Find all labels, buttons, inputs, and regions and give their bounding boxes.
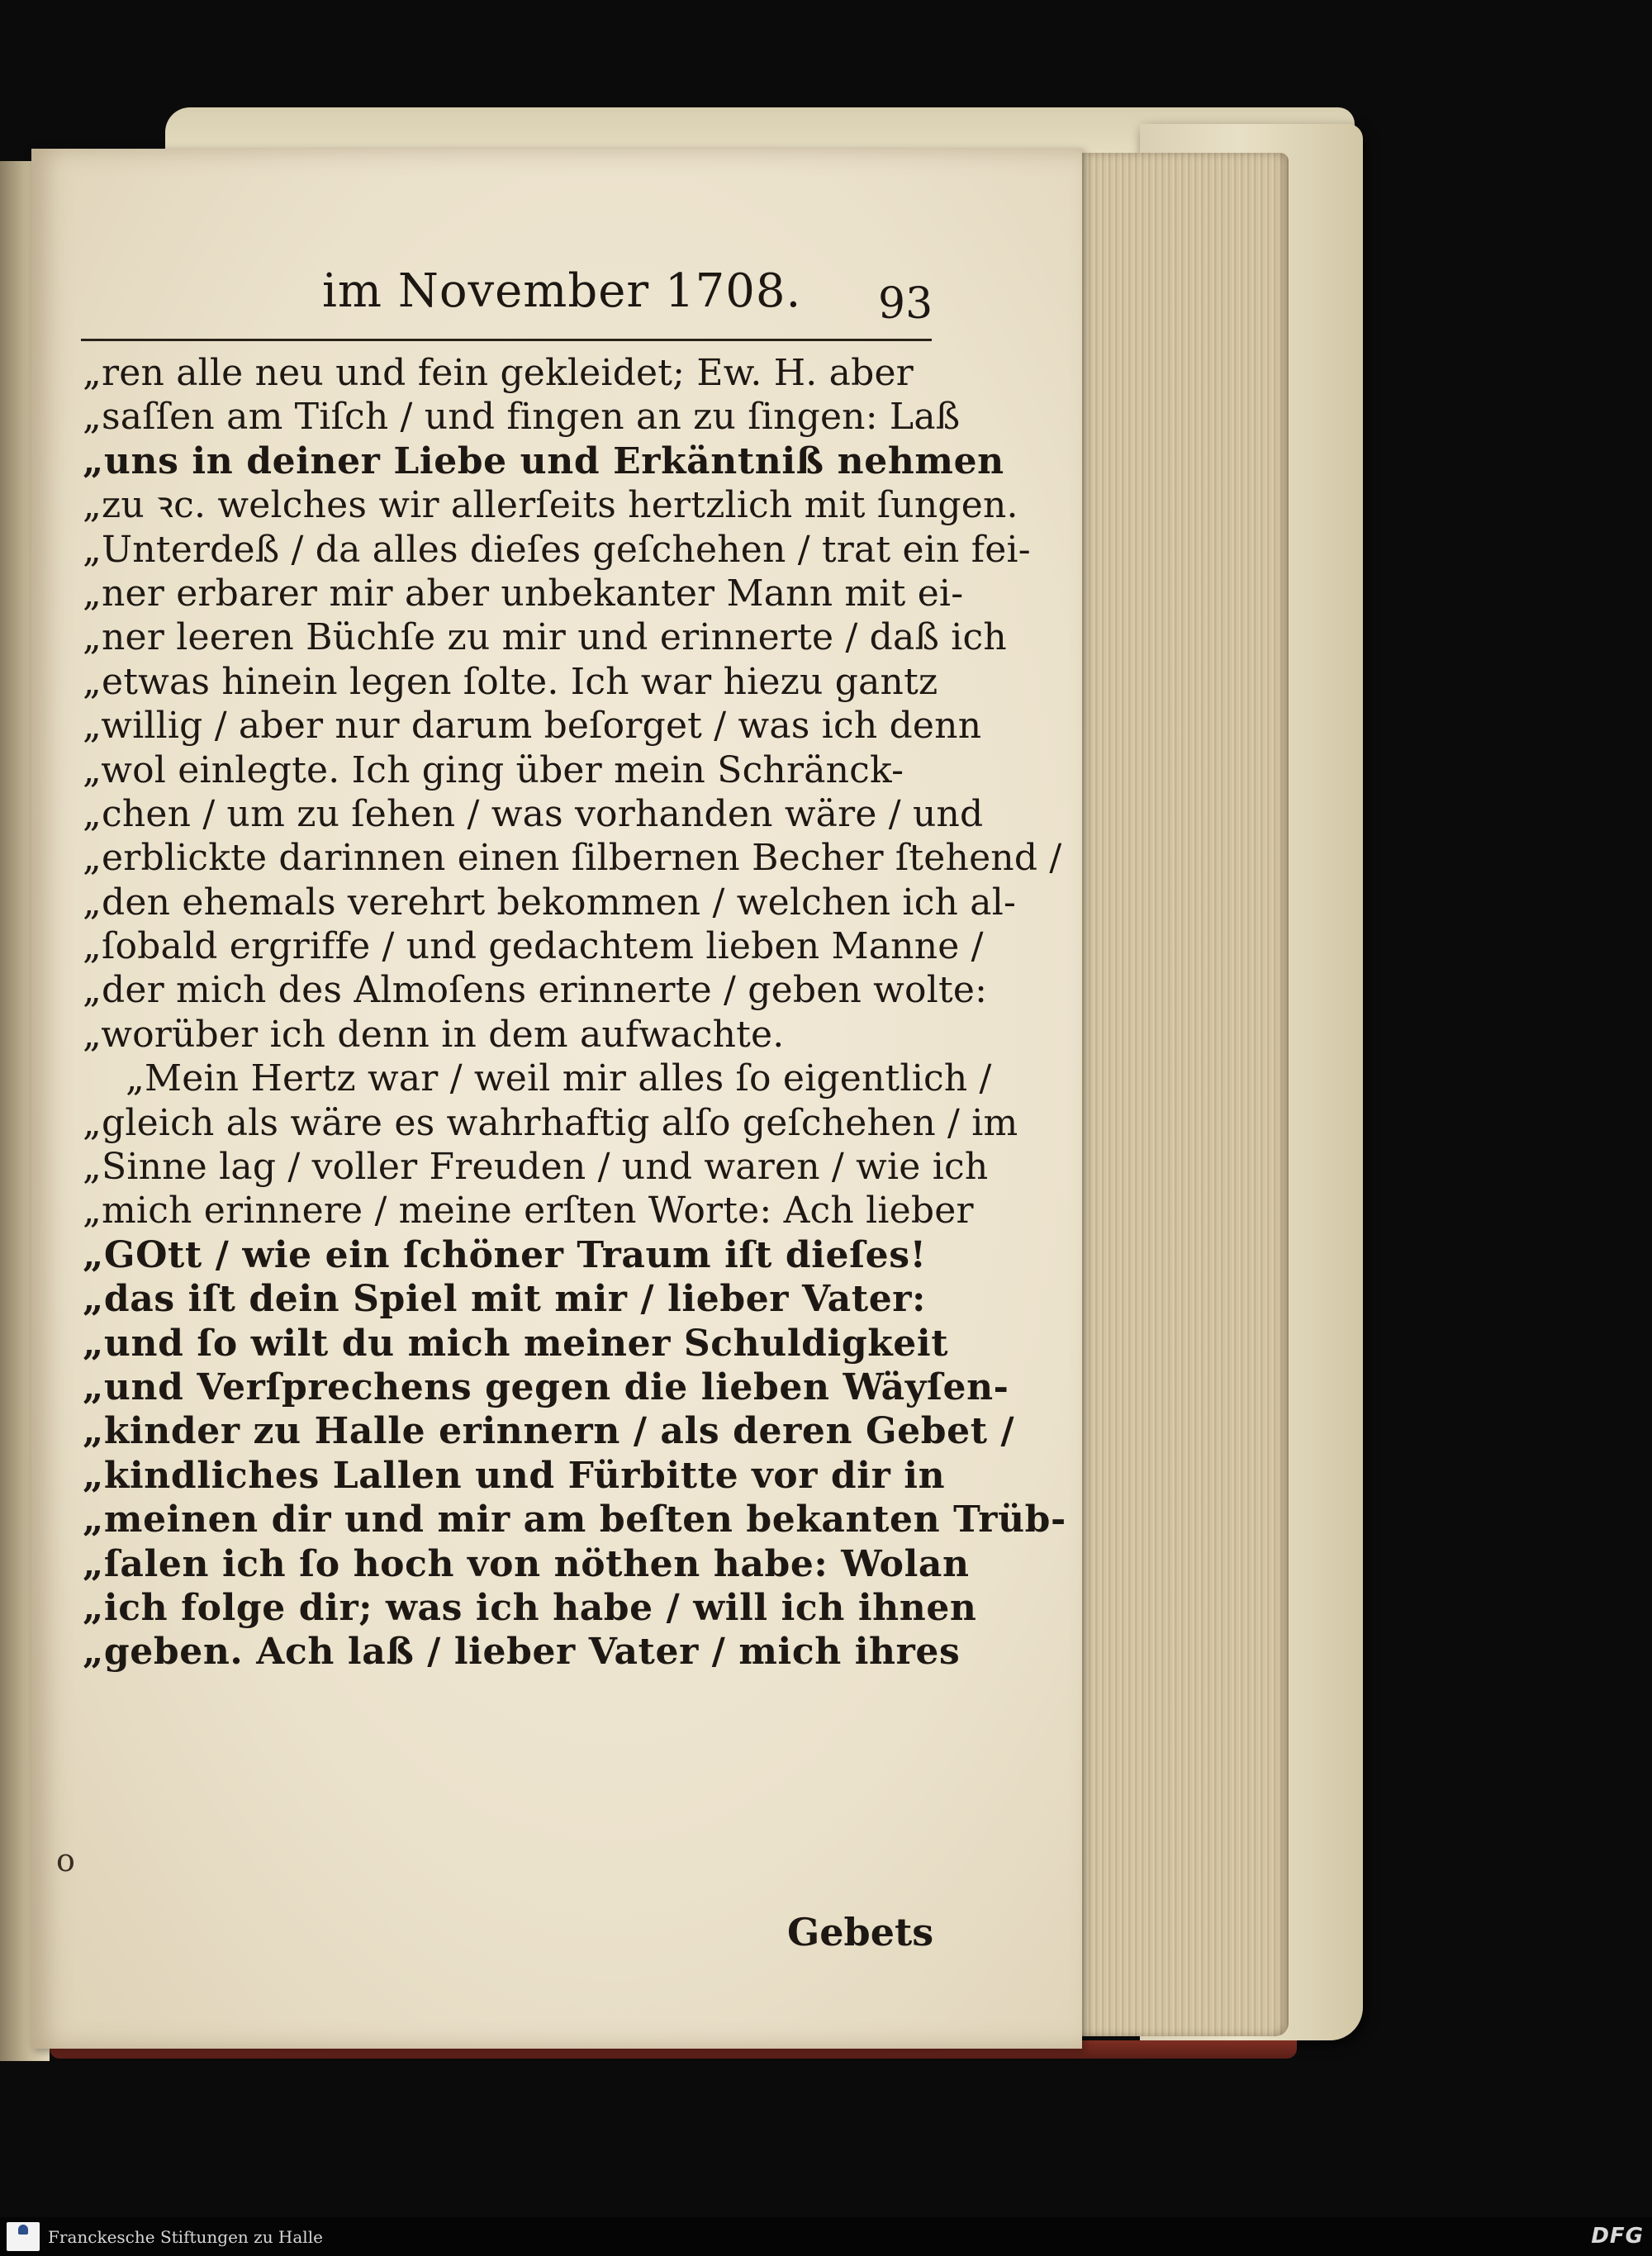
text-line: „Sinne lag / voller Freuden / und waren / wie ich: [83, 1146, 989, 1189]
text-line: „kindliches Lallen und Fürbitte vor dir in: [83, 1454, 946, 1497]
body-text: [83, 351, 1066, 1674]
text-line: „ner erbarer mir aber unbekanter Mann mit ei-: [83, 572, 964, 615]
institution-name: Franckesche Stiftungen zu Halle: [48, 2227, 323, 2247]
margin-mark: o: [56, 1842, 75, 1878]
header-rule: [81, 339, 932, 341]
text-line: „ich folge dir; was ich habe / will ich ihnen: [83, 1586, 977, 1629]
text-line: „ner leeren Büchſe zu mir und erinnerte / daß ich: [83, 616, 1007, 659]
text-line: „etwas hinein legen ſolte. Ich war hiezu gantz: [83, 660, 938, 703]
text-line: „und ſo wilt du mich meiner Schuldigkeit: [83, 1322, 949, 1365]
text-line: „das iſt dein Spiel mit mir / lieber Vater:: [83, 1278, 926, 1321]
text-line: „meinen dir und mir am beſten bekanten Trüb-: [83, 1498, 1066, 1541]
text-line: „kinder zu Halle erinnern / als deren Gebet /: [83, 1410, 1015, 1453]
text-line: „saſſen am Tiſch / und fingen an zu ſingen: Laß: [83, 396, 961, 439]
text-line: „ren alle neu und fein gekleidet; Ew. H. aber: [83, 352, 914, 394]
text-line: „worüber ich denn in dem aufwachte.: [83, 1013, 785, 1056]
text-line: „zu ꝛc. welches wir allerſeits hertzlich mit ſungen.: [83, 484, 1018, 527]
text-line: „chen / um zu ſehen / was vorhanden wäre / und: [83, 792, 984, 835]
viewer-footer: [0, 2217, 1652, 2256]
text-line: „Mein Hertz war / weil mir alles ſo eigentlich /: [126, 1057, 992, 1100]
catchword: Gebets: [787, 1910, 934, 1954]
running-head: im November 1708.: [322, 264, 802, 318]
text-line: „geben. Ach laß / lieber Vater / mich ihres: [83, 1631, 961, 1674]
text-line: „GOtt / wie ein ſchöner Traum iſt dieſes!: [83, 1233, 927, 1276]
institution-logo: [7, 2222, 40, 2251]
text-line: „uns in deiner Liebe und Erkäntniß nehmen: [83, 439, 1004, 482]
text-line: „ſalen ich ſo hoch von nöthen habe: Wolan: [83, 1542, 970, 1585]
text-line: „willig / aber nur darum beſorget / was ich denn: [83, 705, 982, 748]
text-line: „gleich als wäre es wahrhaftig alſo geſchehen / im: [83, 1101, 1018, 1144]
text-line: „erblickte darinnen einen ſilbernen Becher ſtehend /: [83, 837, 1062, 880]
book-page: [31, 149, 1082, 2049]
page-number: 93: [878, 279, 933, 329]
text-line: „Unterdeß / da alles dieſes geſchehen / trat ein fei-: [83, 528, 1031, 571]
text-line: „mich erinnere / meine erſten Worte: Ach lieber: [83, 1190, 974, 1232]
page-block-edges: [1066, 153, 1289, 2036]
institution-emblem-icon: [18, 2225, 28, 2235]
text-line: „der mich des Almoſens erinnerte / geben wolte:: [83, 969, 988, 1012]
text-line: „ſobald ergriffe / und gedachtem lieben Manne /: [83, 925, 984, 968]
text-line: „und Verſprechens gegen die lieben Wäyſen-: [83, 1365, 1009, 1408]
text-line: „den ehemals verehrt bekommen / welchen ich al-: [83, 881, 1017, 924]
text-line: „wol einlegte. Ich ging über mein Schränck-: [83, 748, 904, 791]
dfg-logo: DFG: [1591, 2224, 1644, 2249]
